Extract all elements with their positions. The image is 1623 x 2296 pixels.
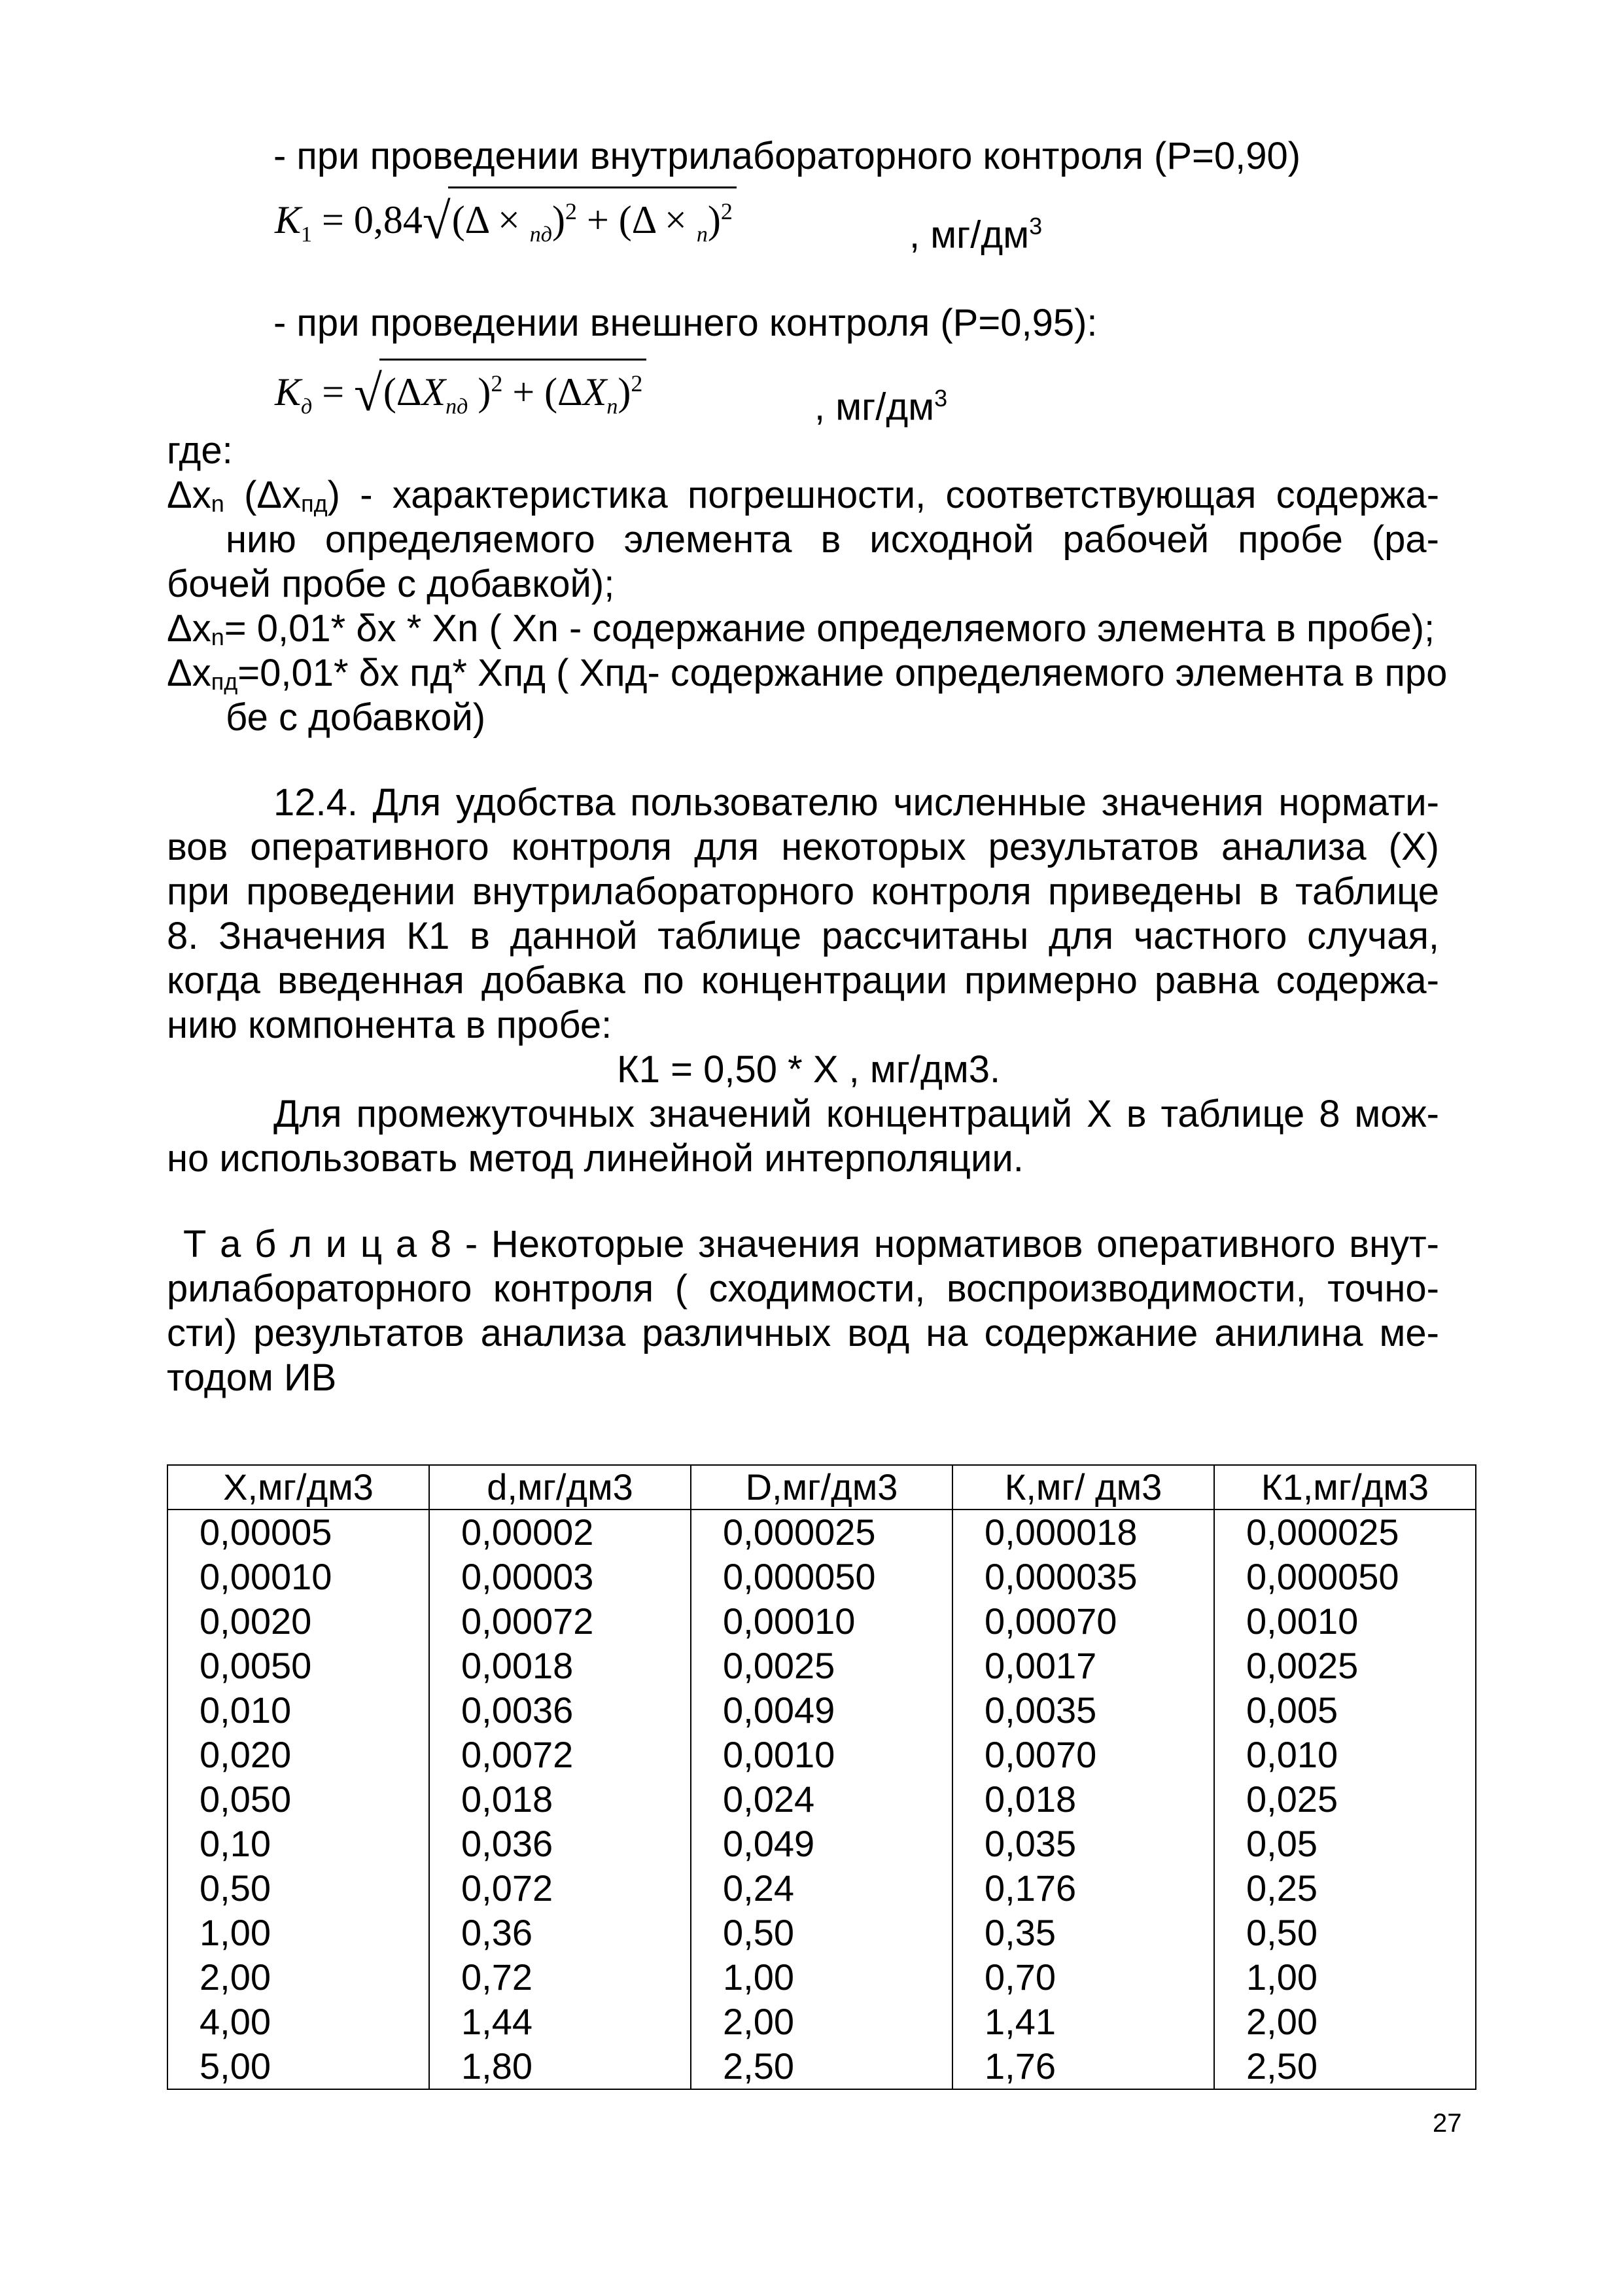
- table-cell: 0,000035: [952, 1555, 1214, 1599]
- norms-table: [167, 1464, 1476, 2090]
- definition-1-line-2: нию определяемого элемента в исходной рабочей пробе (ра-: [226, 518, 1439, 561]
- table-cell: 0,010: [1214, 1733, 1476, 1777]
- table-cell: 4,00: [167, 2000, 429, 2044]
- table-caption-line-2: рилабораторного контроля ( сходимости, воспроизводимости, точно-: [167, 1267, 1439, 1310]
- k1-simplified-formula: К1 = 0,50 * Х , мг/дм3.: [617, 1048, 1001, 1091]
- table-cell: 0,0036: [429, 1688, 691, 1733]
- table-cell: 0,00010: [691, 1599, 952, 1644]
- table-cell: 0,036: [429, 1822, 691, 1866]
- table-row: [167, 1688, 1476, 1733]
- column-header: Х,мг/дм3: [167, 1465, 429, 1510]
- table-cell: 0,049: [691, 1822, 952, 1866]
- table-cell: 0,035: [952, 1822, 1214, 1866]
- table-cell: 1,41: [952, 2000, 1214, 2044]
- formula-k1: $K_1 = 0,84√(\Delta \times _{пд})^2 + (\Delta \times _n)^2$: [275, 186, 737, 258]
- table-cell: 0,72: [429, 1955, 691, 2000]
- table-cell: 1,00: [691, 1955, 952, 2000]
- section-12-4-line-3: при проведении внутрилабораторного контроля приведены в таблице: [167, 870, 1439, 913]
- table-cell: 1,00: [167, 1911, 429, 1955]
- table-cell: 0,020: [167, 1733, 429, 1777]
- table-cell: 0,018: [952, 1777, 1214, 1822]
- table-cell: 0,00010: [167, 1555, 429, 1599]
- table-cell: 0,010: [167, 1688, 429, 1733]
- table-cell: 2,00: [1214, 2000, 1476, 2044]
- where-label: где:: [167, 429, 233, 472]
- table-cell: 0,000050: [1214, 1555, 1476, 1599]
- table-cell: 0,0049: [691, 1688, 952, 1733]
- definition-1-line-1: Δxn (Δxпд) - характеристика погрешности, соответствующая содержа-: [167, 474, 1440, 517]
- table-row: [167, 1822, 1476, 1866]
- table-cell: 0,25: [1214, 1866, 1476, 1911]
- external-control-heading: - при проведении внешнего контроля (Р=0,95):: [273, 302, 1098, 344]
- table-cell: 5,00: [167, 2044, 429, 2089]
- table-cell: 0,0070: [952, 1733, 1214, 1777]
- table-row: [167, 1510, 1476, 1555]
- table-cell: 0,005: [1214, 1688, 1476, 1733]
- table-cell: 0,0025: [691, 1644, 952, 1688]
- table-cell: 0,176: [952, 1866, 1214, 1911]
- column-header: D,мг/дм3: [691, 1465, 952, 1510]
- table-caption-line-3: сти) результатов анализа различных вод на содержание анилина ме-: [167, 1312, 1439, 1354]
- table-cell: 0,50: [691, 1911, 952, 1955]
- table-cell: 0,00070: [952, 1599, 1214, 1644]
- formula-kd-unit: , $мг/дм^3$: [814, 385, 948, 429]
- table-cell: 0,05: [1214, 1822, 1476, 1866]
- section-12-4-line-4: 8. Значения К1 в данной таблице рассчитаны для частного случая,: [167, 915, 1439, 957]
- formula-k1-unit: , $мг/дм^3$: [909, 213, 1043, 256]
- section-12-4-line-6: нию компонента в пробе:: [167, 1004, 612, 1046]
- table-row: [167, 1955, 1476, 2000]
- table-cell: 0,018: [429, 1777, 691, 1822]
- table-cell: 0,35: [952, 1911, 1214, 1955]
- table-cell: 1,44: [429, 2000, 691, 2044]
- table-row: [167, 1777, 1476, 1822]
- section-12-4-line-1: 12.4. Для удобства пользователю численные значения нормати-: [273, 781, 1439, 824]
- table-row: [167, 1644, 1476, 1688]
- table-cell: 0,000018: [952, 1510, 1214, 1555]
- table-row: [167, 2044, 1476, 2089]
- table-cell: 1,00: [1214, 1955, 1476, 2000]
- interpolation-line-2: но использовать метод линейной интерполяции.: [167, 1137, 1024, 1180]
- table-cell: 0,00003: [429, 1555, 691, 1599]
- formula-kd: $K_д = √(\Delta X_{пд}$ )$^2 + (\Delta X_n)^2$: [275, 359, 646, 430]
- table-cell: 1,76: [952, 2044, 1214, 2089]
- table-cell: 1,80: [429, 2044, 691, 2089]
- table-cell: 0,0072: [429, 1733, 691, 1777]
- table-row: [167, 1911, 1476, 1955]
- table-cell: 0,000025: [691, 1510, 952, 1555]
- table-cell: 0,00005: [167, 1510, 429, 1555]
- table-row: [167, 1599, 1476, 1644]
- table-cell: 0,072: [429, 1866, 691, 1911]
- intralab-control-heading: - при проведении внутрилабораторного контроля (Р=0,90): [273, 135, 1301, 177]
- table-caption-line-1: Т а б л и ц а 8 - Некоторые значения нормативов оперативного внут-: [183, 1223, 1439, 1265]
- table-row: [167, 1733, 1476, 1777]
- column-header: К1,мг/дм3: [1214, 1465, 1476, 1510]
- table-cell: 0,36: [429, 1911, 691, 1955]
- table-cell: 0,0010: [691, 1733, 952, 1777]
- table-cell: 0,0025: [1214, 1644, 1476, 1688]
- page-number: 27: [1433, 2109, 1462, 2138]
- section-12-4-line-5: когда введенная добавка по концентрации примерно равна содержа-: [167, 959, 1439, 1002]
- table-cell: 0,0035: [952, 1688, 1214, 1733]
- table-cell: 0,000050: [691, 1555, 952, 1599]
- table-caption-line-4: тодом ИВ: [167, 1356, 337, 1399]
- table-cell: 0,50: [167, 1866, 429, 1911]
- table-cell: 0,050: [167, 1777, 429, 1822]
- table-cell: 0,025: [1214, 1777, 1476, 1822]
- column-header: d,мг/дм3: [429, 1465, 691, 1510]
- table-cell: 0,00002: [429, 1510, 691, 1555]
- table-cell: 0,50: [1214, 1911, 1476, 1955]
- table-cell: 0,10: [167, 1822, 429, 1866]
- section-12-4-line-2: вов оперативного контроля для некоторых результатов анализа (Х): [167, 826, 1439, 868]
- table-row: [167, 2000, 1476, 2044]
- column-header: К,мг/ дм3: [952, 1465, 1214, 1510]
- table-cell: 0,000025: [1214, 1510, 1476, 1555]
- table-cell: 0,0020: [167, 1599, 429, 1644]
- table-cell: 0,0050: [167, 1644, 429, 1688]
- table-cell: 0,024: [691, 1777, 952, 1822]
- definition-3-line-1: Δxпд=0,01* δx пд* Xпд ( Xпд- содержание определяемого элемента в про: [167, 652, 1448, 695]
- interpolation-line-1: Для промежуточных значений концентраций Х в таблице 8 мож-: [273, 1093, 1439, 1135]
- table-cell: 2,00: [167, 1955, 429, 2000]
- table-cell: 2,00: [691, 2000, 952, 2044]
- table-cell: 0,0018: [429, 1644, 691, 1688]
- definition-1-line-3: бочей пробе с добавкой);: [167, 563, 615, 605]
- table-row: [167, 1555, 1476, 1599]
- table-cell: 0,0017: [952, 1644, 1214, 1688]
- definition-3-line-2: бе с добавкой): [226, 696, 486, 739]
- table-cell: 0,70: [952, 1955, 1214, 2000]
- table-header-row: [167, 1465, 1476, 1510]
- table-cell: 0,0010: [1214, 1599, 1476, 1644]
- table-cell: 0,24: [691, 1866, 952, 1911]
- table-row: [167, 1866, 1476, 1911]
- definition-2: Δxn= 0,01* δx * Xn ( Xn - содержание определяемого элемента в пробе);: [167, 607, 1435, 650]
- table-cell: 0,00072: [429, 1599, 691, 1644]
- table-cell: 2,50: [1214, 2044, 1476, 2089]
- table-cell: 2,50: [691, 2044, 952, 2089]
